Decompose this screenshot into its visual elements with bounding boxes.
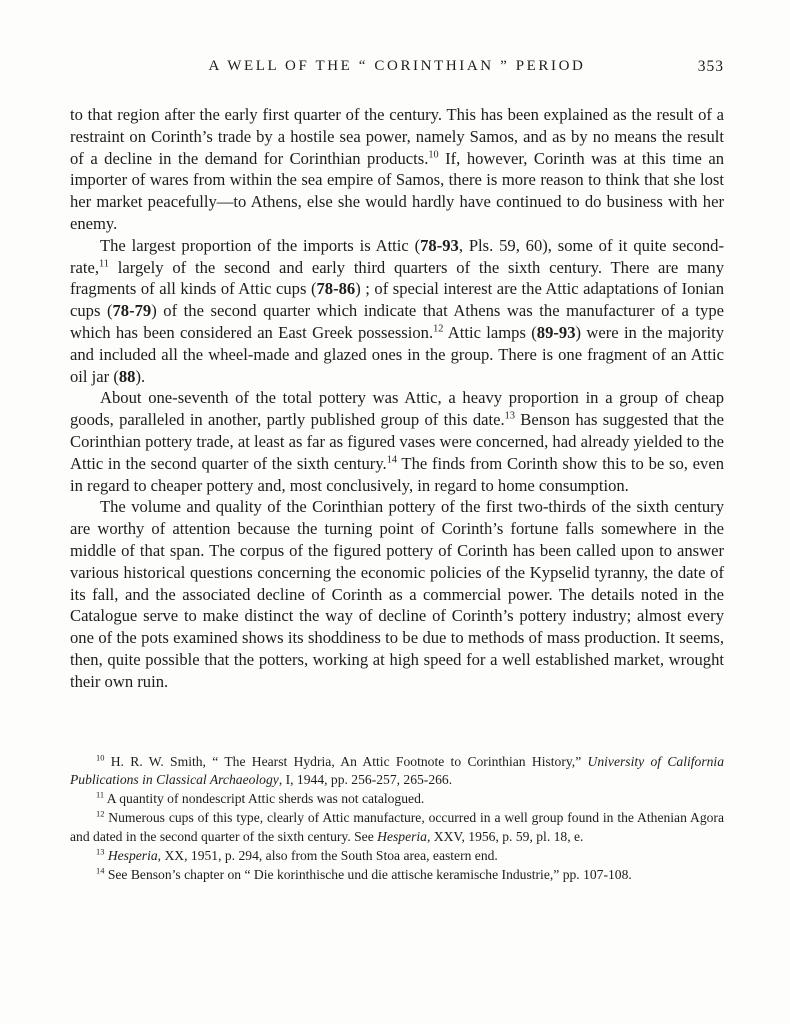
footnote-marker: 11: [96, 789, 105, 800]
footnote-marker: 10: [96, 751, 105, 762]
text-run: About one-seventh of the total pottery was Attic, a heavy proportion in a group of cheap goods, paralleled in another, partly published group of this date.: [70, 388, 724, 430]
cited-work-title: University of California Publications in Classical Archaeology: [70, 753, 724, 788]
footnote-marker: 12: [96, 808, 105, 819]
footnote-marker: 11: [99, 258, 109, 270]
footnote-marker: 13: [96, 846, 105, 857]
paragraph: [70, 235, 724, 388]
footnotes-section: [70, 753, 724, 885]
text-run: ) of the second quarter which indicate that Athens was the manufacturer of a type which has been considered an East Greek possession.: [70, 301, 724, 342]
footnote-marker: 12: [433, 323, 444, 335]
footnote-marker: 14: [96, 865, 105, 876]
running-title: A WELL OF THE “ CORINTHIAN ” PERIOD: [208, 58, 586, 74]
text-run: , XX, 1951, p. 294, also from the South Stoa area, eastern end.: [157, 848, 498, 864]
text-run: , XXV, 1956, p. 59, pl. 18, e.: [426, 829, 584, 845]
footnote: [70, 753, 724, 791]
catalogue-number: 78-79: [112, 301, 152, 321]
text-run: ) were in the majority and included all the wheel-made and glazed ones in the group. There is one fragment of an Attic oil jar (: [70, 322, 725, 386]
catalogue-number: 89-93: [536, 322, 576, 342]
text-run: Benson has suggested that the Corinthian pottery trade, at least as far as figured vases were concerned, had already yielded to the Attic in the second quarter of the sixth century.: [70, 410, 724, 473]
paragraph: [70, 496, 724, 692]
article-body: [70, 104, 724, 693]
text-run: See Benson’s chapter on “ Die korinthische und die attische keramische Industrie,” pp. 107-108.: [104, 866, 632, 882]
footnote: [70, 809, 724, 847]
text-run: largely of the second and early third quarters of the sixth century. There are many fragments of all kinds of Attic cups (: [70, 257, 724, 299]
text-run: ) ; of special interest are the Attic adaptations of Ionian cups (: [70, 279, 724, 321]
footnote: [70, 847, 724, 866]
text-run: ).: [135, 366, 146, 386]
text-run: Numerous cups of this type, clearly of Attic manufacture, occurred in a well group found in the Athenian Agora and dated in the second quarter of the sixth century. See: [70, 810, 724, 845]
text-run: , Pls. 59, 60), some of it quite second-rate,: [70, 235, 724, 277]
text-run: A quantity of nondescript Attic sherds was not catalogued.: [104, 791, 425, 807]
footnote: [70, 866, 724, 885]
page-header: [70, 58, 724, 80]
footnote-marker: 13: [504, 410, 515, 422]
text-run: The largest proportion of the imports is Attic (: [100, 235, 421, 255]
catalogue-number: 88: [118, 366, 136, 386]
text-run: Attic lamps (: [443, 322, 537, 342]
text-run: The finds from Corinth show this to be so, even in regard to cheaper pottery and, most conclusively, in regard to home consumption.: [70, 453, 724, 495]
text-run: The volume and quality of the Corinthian pottery of the first two-thirds of the sixth century are worthy of attention because the turning point of Corinth’s fortune falls somewhere in the middle of that span. The corpus of the figured pottery of Corinth has been called upon to answer various historical questions concerning the economic policies of the Kypselid tyranny, the date of its fall, and the associated decline of Corinth as a commercial power. The details noted in the Catalogue serve to make distinct the way of decline of Corinth’s pottery industry; almost every one of the pots examined shows its shoddiness to be due to methods of mass production. It seems, then, quite possible that the potters, working at high speed for a well established market, wrought their own ruin.: [70, 497, 724, 691]
text-run: , I, 1944, pp. 256-257, 265-266.: [278, 772, 453, 788]
text-run: H. R. W. Smith, “ The Hearst Hydria, An Attic Footnote to Corinthian History,”: [104, 753, 588, 769]
catalogue-number: 78-86: [316, 279, 356, 299]
footnote: [70, 790, 724, 809]
paragraph: [70, 104, 724, 235]
text-run: to that region after the early first quarter of the century. This has been explained as the result of a restraint on Corinth’s trade by a hostile sea power, namely Samos, and as by no means the result of a decline in the demand for Corinthian products.: [70, 105, 724, 168]
footnote-marker: 14: [386, 454, 397, 466]
page-number: 353: [697, 58, 724, 75]
paragraph: [70, 387, 724, 496]
cited-work-title: Hesperia: [377, 829, 427, 845]
text-run: If, however, Corinth was at this time an importer of wares from within the sea empire of Samos, there is more reason to think that she lost her market peacefully—to Athens, else she would hardly have continued to do business with her enemy.: [70, 148, 724, 233]
cited-work-title: Hesperia: [107, 848, 158, 864]
catalogue-number: 78-93: [420, 235, 459, 255]
footnote-marker: 10: [428, 149, 439, 161]
